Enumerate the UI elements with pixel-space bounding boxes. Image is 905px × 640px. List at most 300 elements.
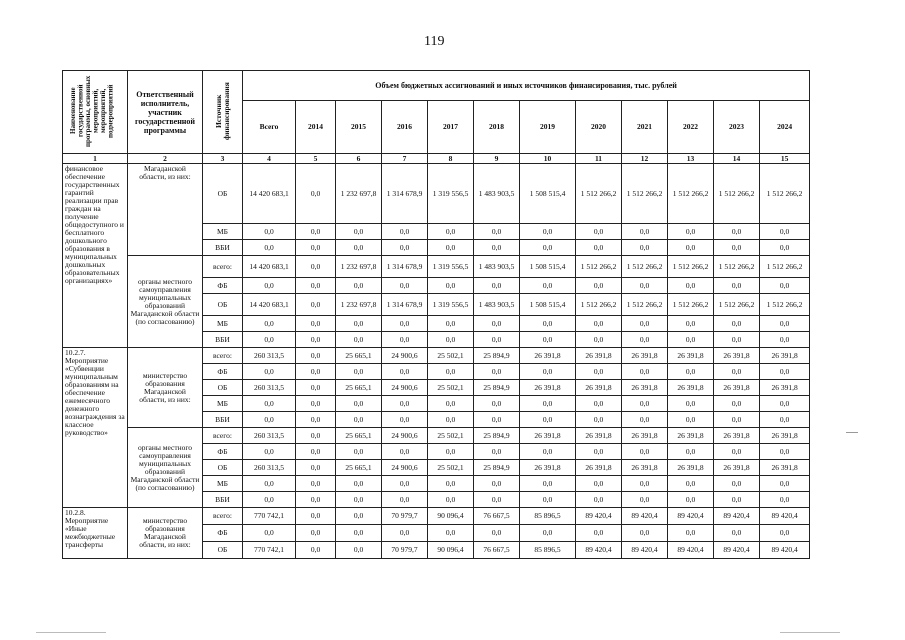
amount-cell: 0,0 — [296, 364, 336, 380]
amount-cell: 770 742,1 — [243, 508, 296, 525]
column-number: 5 — [296, 154, 336, 164]
amount-cell: 0,0 — [760, 240, 810, 256]
amount-cell: 1 512 266,2 — [714, 294, 760, 316]
amount-cell: 24 900,6 — [382, 380, 428, 396]
amount-cell: 0,0 — [243, 412, 296, 428]
amount-cell: 70 979,7 — [382, 542, 428, 559]
funding-source: ВБИ — [203, 332, 243, 348]
column-number: 11 — [576, 154, 622, 164]
amount-cell: 0,0 — [382, 525, 428, 542]
amount-cell: 0,0 — [520, 332, 576, 348]
amount-cell: 0,0 — [296, 444, 336, 460]
amount-cell: 0,0 — [714, 492, 760, 508]
amount-cell: 0,0 — [474, 316, 520, 332]
amount-cell: 25 665,1 — [336, 460, 382, 476]
amount-cell: 89 420,4 — [760, 542, 810, 559]
funding-source: ФБ — [203, 278, 243, 294]
amount-cell: 0,0 — [336, 476, 382, 492]
column-number: 14 — [714, 154, 760, 164]
amount-cell: 76 667,5 — [474, 508, 520, 525]
amount-cell: 0,0 — [474, 332, 520, 348]
header-name-cell — [63, 71, 128, 154]
funding-source: МБ — [203, 224, 243, 240]
amount-cell: 89 420,4 — [714, 542, 760, 559]
amount-cell: 1 512 266,2 — [668, 164, 714, 224]
amount-cell: 89 420,4 — [576, 542, 622, 559]
header-year: 2015 — [336, 101, 382, 154]
amount-cell: 0,0 — [243, 396, 296, 412]
funding-source: МБ — [203, 476, 243, 492]
amount-cell: 0,0 — [714, 476, 760, 492]
amount-cell: 0,0 — [576, 224, 622, 240]
table-row — [63, 428, 810, 444]
amount-cell: 0,0 — [520, 316, 576, 332]
column-number: 9 — [474, 154, 520, 164]
amount-cell: 26 391,8 — [714, 460, 760, 476]
amount-cell: 0,0 — [336, 525, 382, 542]
amount-cell: 26 391,8 — [576, 428, 622, 444]
amount-cell: 1 512 266,2 — [576, 164, 622, 224]
amount-cell: 1 512 266,2 — [714, 256, 760, 278]
amount-cell: 0,0 — [243, 476, 296, 492]
amount-cell: 0,0 — [474, 396, 520, 412]
amount-cell: 0,0 — [520, 224, 576, 240]
amount-cell: 1 319 556,5 — [428, 294, 474, 316]
amount-cell: 1 483 903,5 — [474, 294, 520, 316]
amount-cell: 0,0 — [296, 240, 336, 256]
amount-cell: 1 512 266,2 — [714, 164, 760, 224]
amount-cell: 0,0 — [296, 332, 336, 348]
amount-cell: 0,0 — [576, 364, 622, 380]
amount-cell: 1 314 678,9 — [382, 294, 428, 316]
amount-cell: 0,0 — [296, 396, 336, 412]
budget-table — [62, 70, 810, 559]
amount-cell: 1 319 556,5 — [428, 256, 474, 278]
amount-cell: 770 742,1 — [243, 542, 296, 559]
funding-source: ФБ — [203, 364, 243, 380]
header-year: 2020 — [576, 101, 622, 154]
amount-cell: 0,0 — [428, 476, 474, 492]
amount-cell: 0,0 — [520, 492, 576, 508]
amount-cell: 1 512 266,2 — [760, 256, 810, 278]
amount-cell: 0,0 — [382, 240, 428, 256]
amount-cell: 0,0 — [668, 492, 714, 508]
page-number: 119 — [424, 34, 445, 49]
amount-cell: 1 512 266,2 — [576, 294, 622, 316]
amount-cell: 0,0 — [336, 542, 382, 559]
amount-cell: 0,0 — [336, 240, 382, 256]
amount-cell: 0,0 — [428, 396, 474, 412]
amount-cell: 1 232 697,8 — [336, 256, 382, 278]
amount-cell: 89 420,4 — [668, 508, 714, 525]
amount-cell: 26 391,8 — [576, 348, 622, 364]
amount-cell: 25 894,9 — [474, 460, 520, 476]
amount-cell: 0,0 — [382, 364, 428, 380]
amount-cell: 89 420,4 — [622, 542, 668, 559]
amount-cell: 0,0 — [576, 492, 622, 508]
amount-cell: 0,0 — [622, 396, 668, 412]
amount-cell: 0,0 — [760, 412, 810, 428]
column-number: 7 — [382, 154, 428, 164]
responsible-executor: Магаданской области, из них: — [128, 164, 203, 256]
amount-cell: 0,0 — [336, 224, 382, 240]
amount-cell: 89 420,4 — [714, 508, 760, 525]
amount-cell: 0,0 — [760, 476, 810, 492]
amount-cell: 0,0 — [668, 364, 714, 380]
amount-cell: 90 096,4 — [428, 542, 474, 559]
amount-cell: 0,0 — [296, 428, 336, 444]
amount-cell: 260 313,5 — [243, 428, 296, 444]
amount-cell: 0,0 — [668, 525, 714, 542]
amount-cell: 26 391,8 — [622, 380, 668, 396]
amount-cell: 0,0 — [243, 316, 296, 332]
amount-cell: 0,0 — [668, 332, 714, 348]
amount-cell: 0,0 — [622, 332, 668, 348]
table-row — [63, 256, 810, 278]
program-name: финансовое обеспечение государственных гарантий реализации прав граждан на получение общедоступного и бесплатного дошкольного образования в муниципальных дошкольных образовательных организациях» — [63, 164, 128, 348]
amount-cell: 0,0 — [714, 396, 760, 412]
amount-cell: 0,0 — [296, 508, 336, 525]
funding-source: ФБ — [203, 525, 243, 542]
amount-cell: 1 314 678,9 — [382, 256, 428, 278]
amount-cell: 0,0 — [474, 278, 520, 294]
amount-cell: 26 391,8 — [760, 348, 810, 364]
amount-cell: 0,0 — [428, 364, 474, 380]
amount-cell: 0,0 — [714, 240, 760, 256]
amount-cell: 0,0 — [296, 278, 336, 294]
amount-cell: 0,0 — [714, 412, 760, 428]
amount-cell: 26 391,8 — [668, 380, 714, 396]
amount-cell: 260 313,5 — [243, 460, 296, 476]
header-year: 2023 — [714, 101, 760, 154]
amount-cell: 0,0 — [243, 444, 296, 460]
amount-cell: 1 508 515,4 — [520, 256, 576, 278]
responsible-executor: министерство образования Магаданской области, из них: — [128, 508, 203, 559]
funding-source: всего: — [203, 256, 243, 278]
header-year: 2018 — [474, 101, 520, 154]
amount-cell: 1 508 515,4 — [520, 294, 576, 316]
amount-cell: 0,0 — [714, 444, 760, 460]
amount-cell: 85 896,5 — [520, 508, 576, 525]
amount-cell: 0,0 — [296, 316, 336, 332]
funding-source: ВБИ — [203, 240, 243, 256]
amount-cell: 0,0 — [760, 525, 810, 542]
amount-cell: 1 512 266,2 — [760, 164, 810, 224]
amount-cell: 26 391,8 — [714, 348, 760, 364]
amount-cell: 0,0 — [576, 278, 622, 294]
column-number: 4 — [243, 154, 296, 164]
amount-cell: 1 512 266,2 — [622, 294, 668, 316]
amount-cell: 0,0 — [336, 492, 382, 508]
column-number: 6 — [336, 154, 382, 164]
column-number: 2 — [128, 154, 203, 164]
amount-cell: 260 313,5 — [243, 380, 296, 396]
amount-cell: 25 665,1 — [336, 348, 382, 364]
amount-cell: 0,0 — [576, 525, 622, 542]
amount-cell: 1 512 266,2 — [668, 256, 714, 278]
amount-cell: 0,0 — [576, 396, 622, 412]
header-resp: Ответственный исполнитель, участник государственной программы — [128, 71, 203, 154]
amount-cell: 0,0 — [760, 332, 810, 348]
amount-cell: 0,0 — [474, 224, 520, 240]
amount-cell: 0,0 — [474, 412, 520, 428]
amount-cell: 0,0 — [576, 332, 622, 348]
amount-cell: 0,0 — [382, 476, 428, 492]
amount-cell: 25 502,1 — [428, 460, 474, 476]
amount-cell: 14 420 683,1 — [243, 164, 296, 224]
amount-cell: 0,0 — [622, 316, 668, 332]
amount-cell: 26 391,8 — [760, 380, 810, 396]
amount-cell: 1 512 266,2 — [622, 256, 668, 278]
funding-source: ОБ — [203, 294, 243, 316]
amount-cell: 0,0 — [760, 278, 810, 294]
funding-source: ОБ — [203, 542, 243, 559]
responsible-executor: органы местного самоуправления муниципальных образований Магаданской области (по согласованию) — [128, 256, 203, 348]
amount-cell: 26 391,8 — [760, 460, 810, 476]
amount-cell: 0,0 — [382, 316, 428, 332]
scan-mark — [846, 432, 858, 433]
amount-cell: 0,0 — [243, 492, 296, 508]
amount-cell: 0,0 — [714, 364, 760, 380]
amount-cell: 1 319 556,5 — [428, 164, 474, 224]
amount-cell: 76 667,5 — [474, 542, 520, 559]
header-source-cell — [203, 71, 243, 154]
amount-cell: 0,0 — [474, 492, 520, 508]
amount-cell: 26 391,8 — [520, 348, 576, 364]
amount-cell: 26 391,8 — [520, 380, 576, 396]
amount-cell: 0,0 — [382, 396, 428, 412]
column-number: 15 — [760, 154, 810, 164]
amount-cell: 0,0 — [336, 444, 382, 460]
amount-cell: 0,0 — [622, 444, 668, 460]
amount-cell: 1 483 903,5 — [474, 256, 520, 278]
funding-source: ОБ — [203, 380, 243, 396]
amount-cell: 26 391,8 — [760, 428, 810, 444]
scan-mark — [780, 632, 840, 633]
table-row — [63, 348, 810, 364]
funding-source: МБ — [203, 316, 243, 332]
amount-cell: 14 420 683,1 — [243, 294, 296, 316]
amount-cell: 0,0 — [668, 278, 714, 294]
amount-cell: 25 894,9 — [474, 428, 520, 444]
amount-cell: 0,0 — [382, 444, 428, 460]
amount-cell: 1 512 266,2 — [668, 294, 714, 316]
amount-cell: 0,0 — [336, 396, 382, 412]
amount-cell: 0,0 — [520, 525, 576, 542]
amount-cell: 0,0 — [428, 316, 474, 332]
amount-cell: 1 314 678,9 — [382, 164, 428, 224]
amount-cell: 0,0 — [576, 476, 622, 492]
amount-cell: 0,0 — [714, 316, 760, 332]
amount-cell: 0,0 — [243, 332, 296, 348]
amount-cell: 0,0 — [243, 364, 296, 380]
amount-cell: 24 900,6 — [382, 428, 428, 444]
amount-cell: 0,0 — [382, 278, 428, 294]
table-row — [63, 508, 810, 525]
amount-cell: 14 420 683,1 — [243, 256, 296, 278]
funding-source: ВБИ — [203, 412, 243, 428]
amount-cell: 0,0 — [428, 412, 474, 428]
amount-cell: 0,0 — [668, 444, 714, 460]
amount-cell: 1 232 697,8 — [336, 294, 382, 316]
amount-cell: 0,0 — [296, 380, 336, 396]
amount-cell: 0,0 — [668, 396, 714, 412]
amount-cell: 0,0 — [520, 444, 576, 460]
amount-cell: 0,0 — [622, 224, 668, 240]
amount-cell: 0,0 — [474, 525, 520, 542]
header-year: 2024 — [760, 101, 810, 154]
amount-cell: 0,0 — [576, 316, 622, 332]
amount-cell: 0,0 — [622, 278, 668, 294]
amount-cell: 89 420,4 — [668, 542, 714, 559]
amount-cell: 70 979,7 — [382, 508, 428, 525]
amount-cell: 0,0 — [760, 364, 810, 380]
column-number: 3 — [203, 154, 243, 164]
header-year: 2021 — [622, 101, 668, 154]
amount-cell: 0,0 — [520, 278, 576, 294]
amount-cell: 0,0 — [296, 348, 336, 364]
amount-cell: 25 665,1 — [336, 428, 382, 444]
amount-cell: 0,0 — [336, 412, 382, 428]
header-year: 2016 — [382, 101, 428, 154]
amount-cell: 0,0 — [296, 294, 336, 316]
amount-cell: 0,0 — [382, 412, 428, 428]
funding-source: всего: — [203, 508, 243, 525]
amount-cell: 0,0 — [336, 278, 382, 294]
program-name: 10.2.8. Мероприятие «Иные межбюджетные трансферты — [63, 508, 128, 559]
amount-cell: 0,0 — [668, 412, 714, 428]
amount-cell: 0,0 — [520, 240, 576, 256]
header-year: 2022 — [668, 101, 714, 154]
header-year: 2019 — [520, 101, 576, 154]
amount-cell: 0,0 — [760, 492, 810, 508]
amount-cell: 0,0 — [296, 224, 336, 240]
amount-cell: 26 391,8 — [576, 460, 622, 476]
funding-source: ОБ — [203, 164, 243, 224]
amount-cell: 0,0 — [336, 332, 382, 348]
amount-cell: 0,0 — [296, 256, 336, 278]
amount-cell: 0,0 — [296, 412, 336, 428]
amount-cell: 0,0 — [243, 278, 296, 294]
amount-cell: 0,0 — [243, 240, 296, 256]
amount-cell: 24 900,6 — [382, 348, 428, 364]
amount-cell: 0,0 — [622, 492, 668, 508]
column-number: 8 — [428, 154, 474, 164]
amount-cell: 0,0 — [622, 240, 668, 256]
header-name: Наименование государственной программы, основных мероприятий, мероприятий, подмероприятий — [69, 75, 115, 147]
responsible-executor: органы местного самоуправления муниципальных образований Магаданской области (по согласованию) — [128, 428, 203, 508]
column-number: 10 — [520, 154, 576, 164]
amount-cell: 25 894,9 — [474, 380, 520, 396]
funding-source: ВБИ — [203, 492, 243, 508]
funding-source: ФБ — [203, 444, 243, 460]
amount-cell: 85 896,5 — [520, 542, 576, 559]
amount-cell: 0,0 — [296, 492, 336, 508]
amount-cell: 26 391,8 — [714, 428, 760, 444]
amount-cell: 26 391,8 — [714, 380, 760, 396]
amount-cell: 0,0 — [336, 508, 382, 525]
amount-cell: 0,0 — [296, 542, 336, 559]
funding-source: МБ — [203, 396, 243, 412]
amount-cell: 26 391,8 — [622, 460, 668, 476]
amount-cell: 1 232 697,8 — [336, 164, 382, 224]
amount-cell: 0,0 — [296, 460, 336, 476]
amount-cell: 0,0 — [428, 525, 474, 542]
amount-cell: 26 391,8 — [668, 460, 714, 476]
amount-cell: 89 420,4 — [622, 508, 668, 525]
amount-cell: 1 512 266,2 — [760, 294, 810, 316]
amount-cell: 0,0 — [474, 240, 520, 256]
amount-cell: 26 391,8 — [576, 380, 622, 396]
amount-cell: 24 900,6 — [382, 460, 428, 476]
header-year: 2014 — [296, 101, 336, 154]
amount-cell: 0,0 — [243, 525, 296, 542]
amount-cell: 0,0 — [428, 240, 474, 256]
amount-cell: 0,0 — [668, 224, 714, 240]
amount-cell: 1 512 266,2 — [576, 256, 622, 278]
amount-cell: 89 420,4 — [760, 508, 810, 525]
amount-cell: 0,0 — [428, 444, 474, 460]
amount-cell: 26 391,8 — [622, 428, 668, 444]
amount-cell: 0,0 — [760, 444, 810, 460]
amount-cell: 0,0 — [428, 278, 474, 294]
amount-cell: 0,0 — [296, 476, 336, 492]
amount-cell: 0,0 — [296, 164, 336, 224]
amount-cell: 1 512 266,2 — [622, 164, 668, 224]
amount-cell: 25 502,1 — [428, 348, 474, 364]
amount-cell: 0,0 — [474, 364, 520, 380]
header-source: Источник финансирования — [213, 82, 231, 140]
amount-cell: 0,0 — [760, 224, 810, 240]
amount-cell: 0,0 — [243, 224, 296, 240]
amount-cell: 26 391,8 — [668, 348, 714, 364]
funding-source: ОБ — [203, 460, 243, 476]
amount-cell: 1 508 515,4 — [520, 164, 576, 224]
amount-cell: 0,0 — [576, 412, 622, 428]
scan-mark — [36, 632, 106, 633]
amount-cell: 0,0 — [428, 224, 474, 240]
header-year: Всего — [243, 101, 296, 154]
funding-source: всего: — [203, 348, 243, 364]
amount-cell: 0,0 — [668, 316, 714, 332]
amount-cell: 0,0 — [382, 492, 428, 508]
amount-cell: 25 502,1 — [428, 380, 474, 396]
amount-cell: 0,0 — [622, 412, 668, 428]
amount-cell: 0,0 — [576, 240, 622, 256]
amount-cell: 0,0 — [520, 476, 576, 492]
amount-cell: 25 502,1 — [428, 428, 474, 444]
column-number: 13 — [668, 154, 714, 164]
responsible-executor: министерство образования Магаданской области, из них: — [128, 348, 203, 428]
amount-cell: 0,0 — [668, 240, 714, 256]
amount-cell: 0,0 — [520, 364, 576, 380]
amount-cell: 0,0 — [382, 332, 428, 348]
amount-cell: 25 665,1 — [336, 380, 382, 396]
amount-cell: 0,0 — [474, 444, 520, 460]
amount-cell: 0,0 — [520, 412, 576, 428]
amount-cell: 0,0 — [714, 224, 760, 240]
amount-cell: 26 391,8 — [520, 428, 576, 444]
amount-cell: 0,0 — [474, 476, 520, 492]
amount-cell: 0,0 — [714, 332, 760, 348]
amount-cell: 0,0 — [336, 316, 382, 332]
program-name: 10.2.7. Мероприятие «Субвенции муниципальным образованиям на обеспечение ежемесячного денежного вознаграждения за классное руководство» — [63, 348, 128, 508]
amount-cell: 0,0 — [382, 224, 428, 240]
amount-cell: 0,0 — [428, 332, 474, 348]
amount-cell: 0,0 — [668, 476, 714, 492]
header-funding: Объем бюджетных ассигнований и иных источников финансирования, тыс. рублей — [243, 71, 810, 101]
amount-cell: 260 313,5 — [243, 348, 296, 364]
